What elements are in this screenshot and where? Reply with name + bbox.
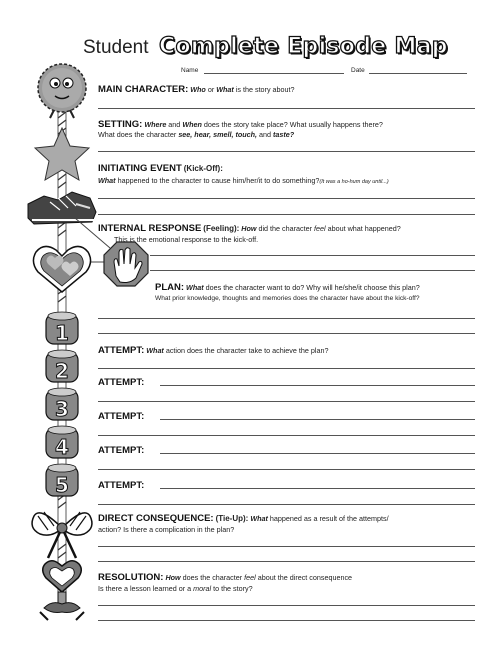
- resolution-line-2[interactable]: [98, 620, 475, 621]
- consequence-heading: DIRECT CONSEQUENCE:: [98, 513, 214, 524]
- consequence-what-word: What: [250, 514, 268, 523]
- plan-prompt-line-2: What prior knowledge, thoughts and memories does the character have about the kick-off?: [155, 295, 420, 302]
- plan-rest-1: does the character want to do? Why will he/she/it choose this plan?: [203, 283, 420, 292]
- date-field-line[interactable]: [369, 73, 467, 74]
- attempt-3-line-1[interactable]: [160, 419, 475, 420]
- icon-column: [0, 0, 160, 647]
- number-3-text: 3: [55, 397, 69, 421]
- attempt-1-heading: ATTEMPT:: [98, 345, 145, 356]
- initiating-heading: INITIATING EVENT: [98, 163, 182, 174]
- consequence-prompt-line-2: action? Is there a complication in the plan?: [98, 525, 235, 534]
- number-1-text: 1: [55, 321, 69, 345]
- fuzzy-character-icon: [38, 64, 86, 118]
- consequence-line-2[interactable]: [98, 561, 475, 562]
- setting-line-1[interactable]: [98, 151, 475, 152]
- attempt-3-heading: ATTEMPT:: [98, 411, 145, 422]
- attempt-4-line-2[interactable]: [98, 469, 475, 470]
- setting-rest-1: does the story take place? What usually happens there?: [201, 120, 383, 129]
- setting-prompt-line-1: [98, 120, 383, 130]
- resolution-heading: RESOLUTION:: [98, 572, 164, 583]
- setting-line-2b: and: [257, 130, 274, 139]
- page-title: Complete Episode Map: [159, 34, 448, 59]
- setting-heading: SETTING:: [98, 119, 143, 130]
- plan-line-1[interactable]: [98, 318, 475, 319]
- setting-line-2a: What does the character: [98, 130, 179, 139]
- internal-prompt-line-1: [98, 224, 401, 234]
- resolution-line-2a: Is there a lesson learned or a: [98, 584, 194, 593]
- plan-heading: PLAN:: [155, 282, 185, 293]
- when-word: When: [182, 120, 202, 129]
- name-field-line[interactable]: [204, 73, 344, 74]
- title-student-label: Student: [83, 37, 149, 58]
- attempt-5-line-2[interactable]: [98, 504, 475, 505]
- plan-what-word: What: [186, 283, 204, 292]
- resolution-rest-1: does the character: [180, 573, 245, 582]
- consequence-rest: happened as a result of the attempts/: [267, 514, 389, 523]
- initiating-aside: (It was a ho-hum day until...): [319, 179, 389, 185]
- attempt-1-line-1[interactable]: [98, 368, 475, 369]
- number-4-text: 4: [55, 435, 69, 459]
- resolution-how-word: How: [165, 573, 181, 582]
- internal-sub: (Feeling):: [203, 224, 240, 233]
- number-4-icon: [46, 426, 78, 459]
- initiating-line-1[interactable]: [98, 198, 475, 199]
- what-word: What: [216, 85, 234, 94]
- attempt-3-line-2[interactable]: [98, 435, 475, 436]
- resolution-prompt-line-1: [98, 573, 352, 583]
- where-word: Where: [144, 120, 167, 129]
- attempt-5-heading: ATTEMPT:: [98, 480, 145, 491]
- initiating-what-word: What: [98, 176, 116, 185]
- internal-feel-word: feel: [314, 224, 326, 233]
- attempt-2-heading: ATTEMPT:: [98, 377, 145, 388]
- internal-rest-1: did the character: [256, 224, 315, 233]
- initiating-sub: (Kick-Off):: [183, 164, 223, 173]
- consequence-sub: (Tie-Up):: [215, 514, 249, 523]
- senses-words: see, hear, smell, touch,: [178, 130, 258, 139]
- consequence-prompt-line-1: [98, 514, 389, 524]
- resolution-feel-word: feel: [244, 573, 256, 582]
- hand-stop-icon: [104, 242, 148, 286]
- main-character-line-1[interactable]: [98, 108, 475, 109]
- attempt-2-line-2[interactable]: [98, 401, 475, 402]
- number-5-text: 5: [55, 473, 69, 497]
- attempt-2-line-1[interactable]: [160, 385, 475, 386]
- attempt-5-line-1[interactable]: [160, 488, 475, 489]
- number-2-text: 2: [55, 359, 69, 383]
- internal-line-2[interactable]: [150, 270, 475, 271]
- main-character-heading: MAIN CHARACTER:: [98, 84, 189, 95]
- number-2-icon: [46, 350, 78, 383]
- attempt-4-heading: ATTEMPT:: [98, 445, 145, 456]
- internal-heading: INTERNAL RESPONSE: [98, 223, 202, 234]
- and-word: and: [166, 120, 183, 129]
- initiating-rest: happened to the character to cause him/her/it to do something?: [115, 176, 320, 185]
- plan-line-2[interactable]: [98, 333, 475, 334]
- number-3-icon: [46, 388, 78, 421]
- main-character-prompt: [98, 85, 295, 95]
- initiating-line-2[interactable]: [98, 214, 475, 215]
- internal-rest-2: about what happened?: [325, 224, 401, 233]
- number-1-icon: [46, 312, 78, 345]
- plan-prompt-line-1: [155, 283, 420, 293]
- or-word: or: [205, 85, 217, 94]
- resolution-line-1[interactable]: [98, 605, 475, 606]
- main-character-rest: is the story about?: [233, 85, 295, 94]
- internal-line-1[interactable]: [150, 255, 475, 256]
- consequence-line-1[interactable]: [98, 546, 475, 547]
- setting-prompt-line-2: [98, 130, 294, 140]
- initiating-heading-row: [98, 164, 223, 174]
- taste-word: taste?: [273, 130, 295, 139]
- attempt-4-line-1[interactable]: [160, 453, 475, 454]
- moral-word: moral: [193, 584, 212, 593]
- resolution-prompt-line-2: [98, 584, 253, 594]
- date-label: Date: [351, 67, 365, 74]
- number-5-icon: [46, 464, 78, 497]
- internal-prompt-line-2: This is the emotional response to the kick-off.: [114, 235, 259, 244]
- attempt-what-word: What: [146, 346, 164, 355]
- resolution-line-2b: to the story?: [211, 584, 253, 593]
- name-label: Name: [181, 67, 199, 74]
- internal-how-word: How: [241, 224, 257, 233]
- resolution-rest-2: about the direct consequence: [255, 573, 353, 582]
- heart-trophy-icon: [40, 561, 84, 620]
- initiating-prompt: [98, 176, 389, 187]
- who-word: Who: [190, 85, 206, 94]
- attempt-1-prompt: [98, 346, 328, 356]
- attempt-1-rest: action does the character take to achieve the plan?: [163, 346, 329, 355]
